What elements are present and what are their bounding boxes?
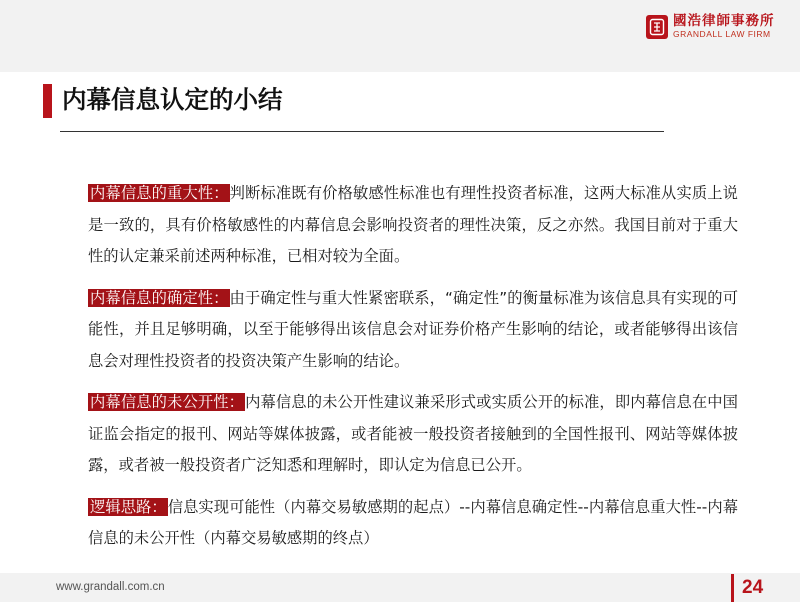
brand-logo[interactable] [646, 14, 775, 39]
section-text: 判断标准既有价格敏感性标准也有理性投资者标准，这两大标准从实质上说是一致的，具有价格敏感性的内幕信息会影响投资者的理性决策，反之亦然。我国目前对于重大性的认定兼采前述两种标准，已相对较为全面。 [88, 184, 738, 265]
section-text: 信息实现可能性（内幕交易敏感期的起点）--内幕信息确定性--内幕信息重大性--内幕信息的未公开性（内幕交易敏感期的终点） [88, 497, 738, 547]
section-label: 内幕信息的确定性： [90, 288, 229, 307]
brand-name-cn: 國浩律師事務所 [673, 13, 775, 29]
section-logic [88, 492, 738, 555]
section-label: 内幕信息的未公开性： [90, 393, 245, 411]
title-accent-bar [43, 84, 52, 118]
footer-accent-bar [731, 574, 734, 602]
section-materiality [88, 178, 738, 273]
section-text: 内幕信息的未公开性建议兼采形式或实质公开的标准，即内幕信息在中国证监会指定的报刊、网站等媒体披露，或者能被一般投资者接触到的全国性报刊、网站等媒体披露，或者被一般投资者广泛知悉和理解时，即认定为信息已公开。 [88, 393, 738, 474]
content-body [88, 178, 738, 565]
footer-url-link[interactable]: www.grandall.com.cn [56, 581, 165, 593]
section-label: 逻辑思路： [90, 497, 167, 516]
section-certainty [88, 283, 738, 378]
section-text: 由于确定性与重大性紧密联系，“确定性”的衡量标准为该信息具有实现的可能性，并且足够明确，以至于能够得出该信息会对证券价格产生影响的结论，或者能够得出该信息会对理性投资者的投资决策产生影响的结论。 [88, 288, 738, 370]
section-nonpublic [88, 387, 738, 482]
seal-logo-icon [646, 15, 668, 39]
brand-text [673, 14, 775, 39]
title-divider [60, 131, 664, 132]
brand-name-en: GRANDALL LAW FIRM [673, 29, 771, 39]
page-number: 24 [742, 577, 764, 598]
section-label: 内幕信息的重大性： [90, 184, 229, 202]
page-title: 内幕信息认定的小结 [62, 85, 283, 114]
